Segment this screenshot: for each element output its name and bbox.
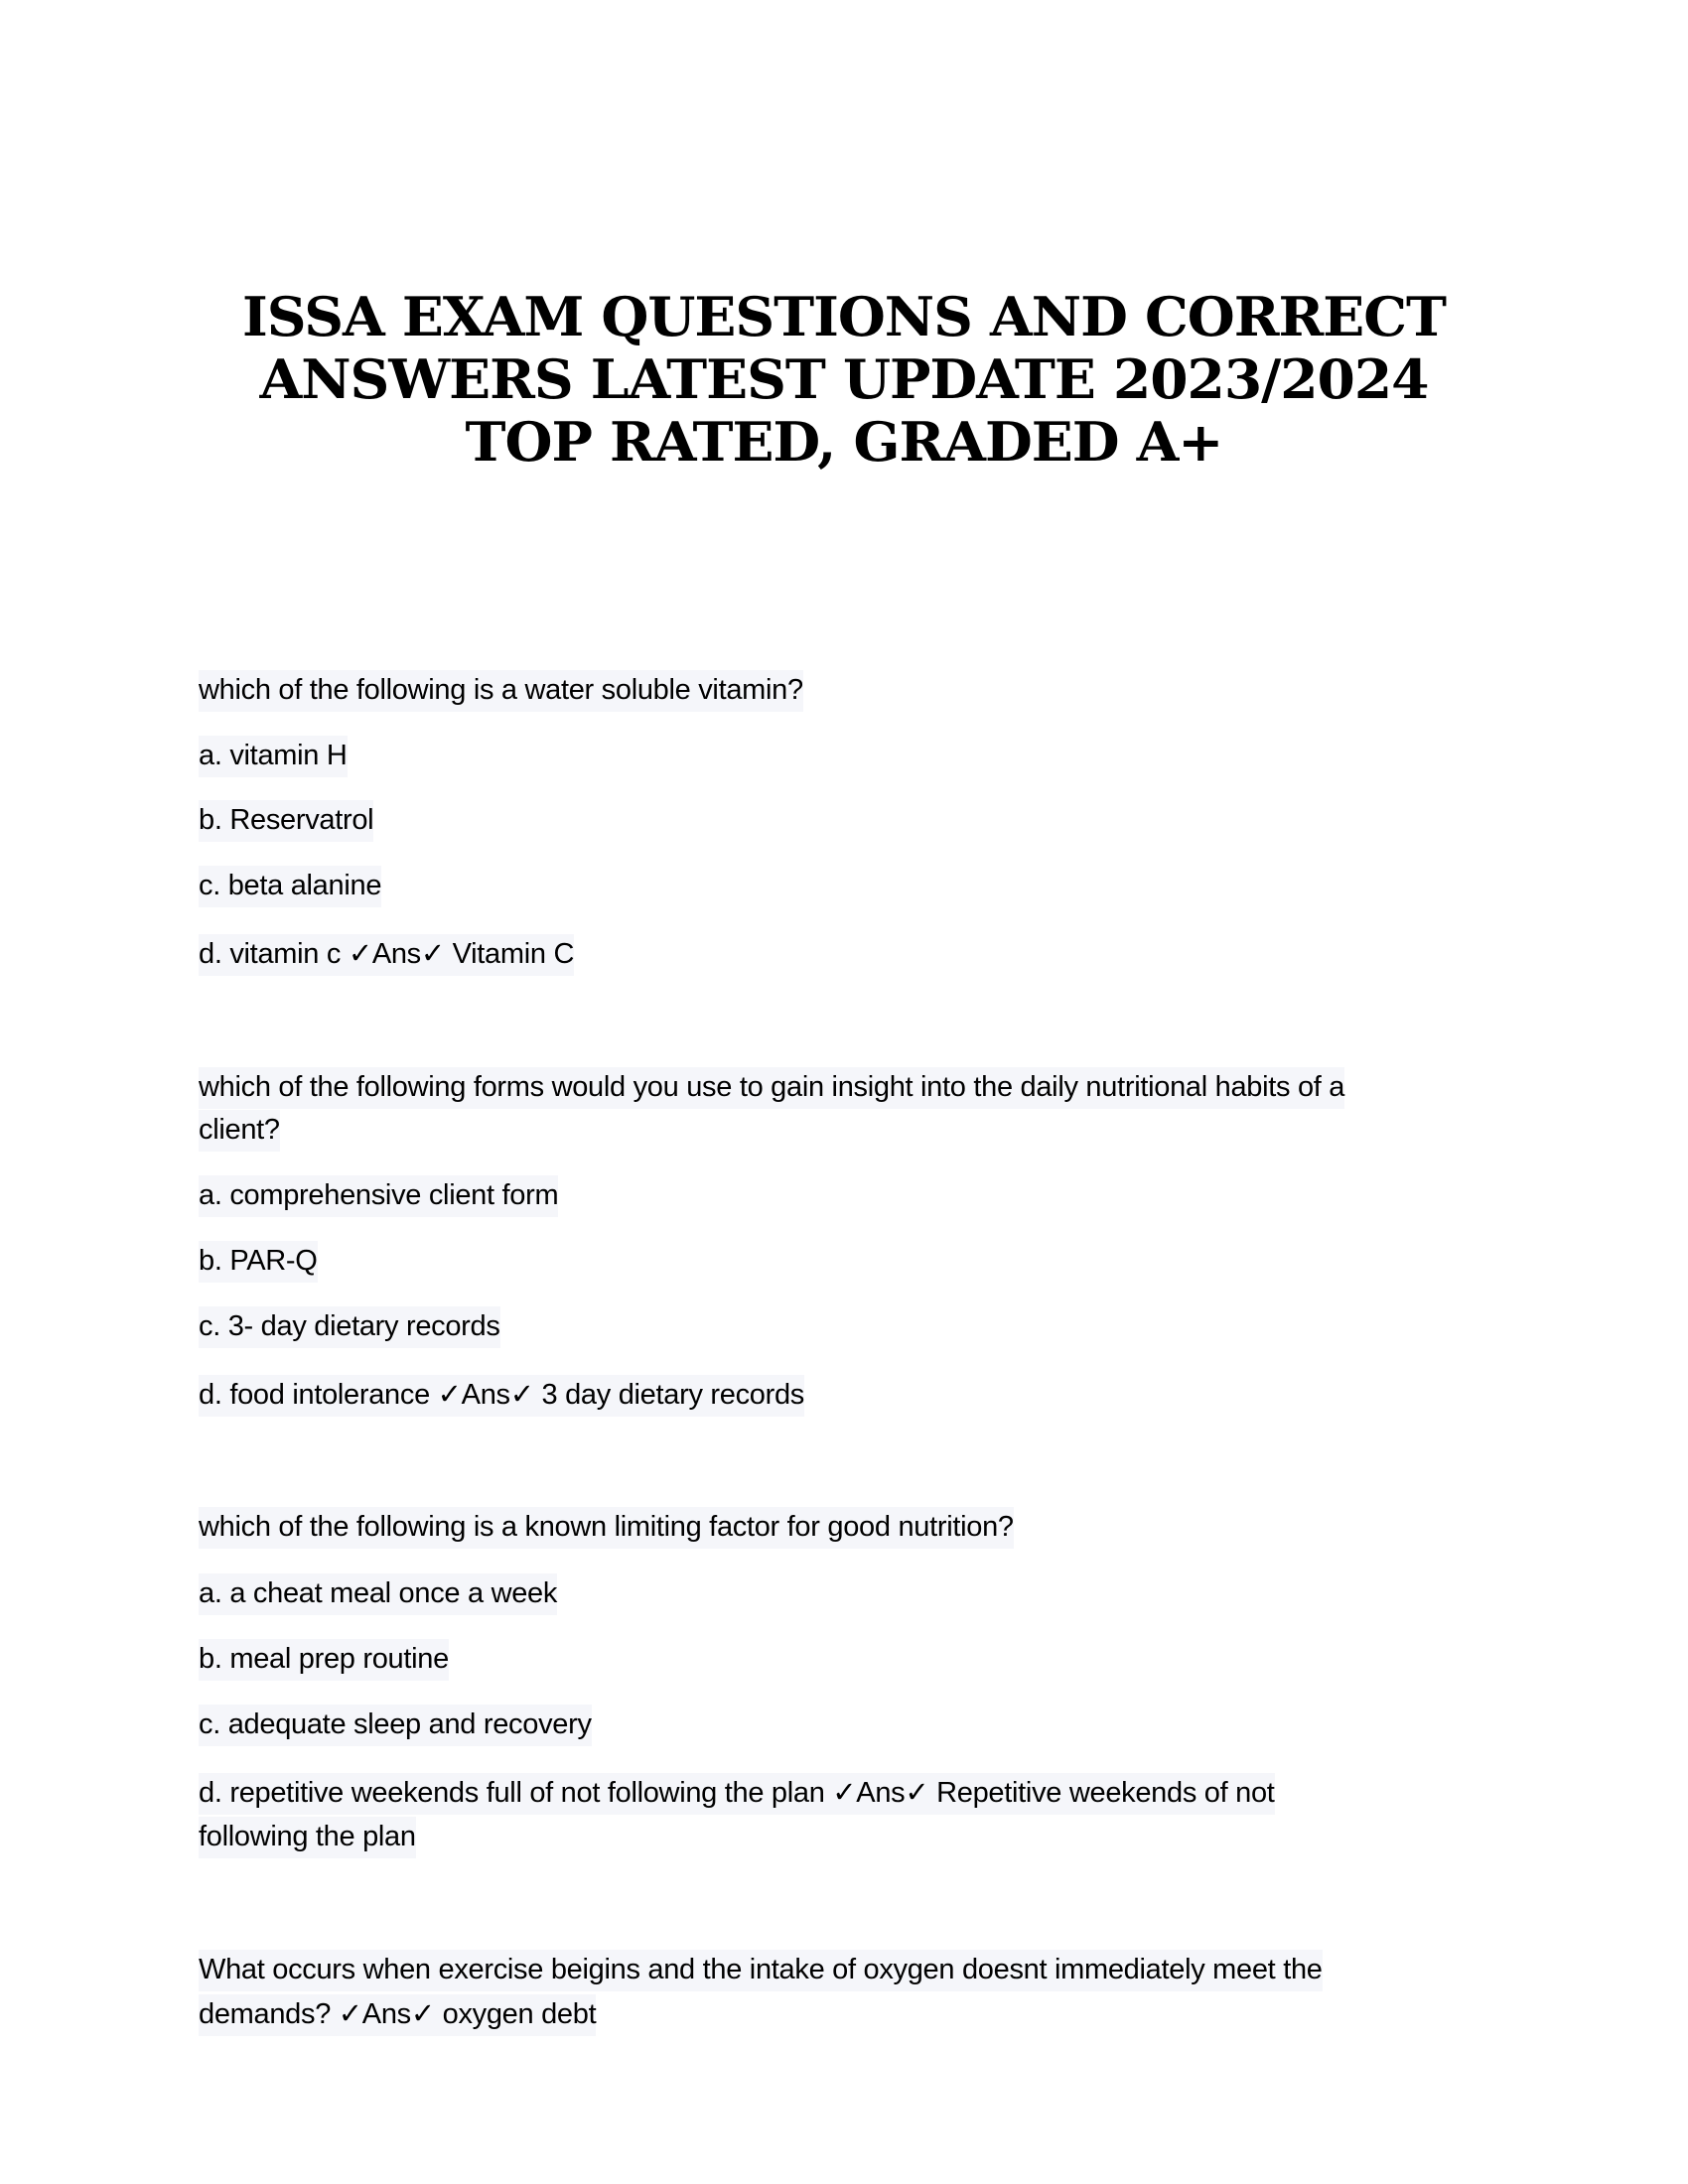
question-1-text bbox=[199, 668, 1479, 712]
question-3-option-d-answer-cont: following the plan bbox=[199, 1815, 1479, 1858]
question-3-text bbox=[199, 1505, 1479, 1549]
question-4-text bbox=[199, 1948, 1479, 1991]
question-3-option-a: a. a cheat meal once a week bbox=[199, 1571, 1479, 1615]
question-3-option-c: c. adequate sleep and recovery bbox=[199, 1703, 1479, 1746]
question-1-option-a: a. vitamin H bbox=[199, 734, 1479, 777]
question-2-option-b: b. PAR-Q bbox=[199, 1239, 1479, 1283]
document-title bbox=[0, 286, 1688, 474]
question-3-option-d-answer: d. repetitive weekends full of not following the plan ✓Ans✓ Repetitive weekends of not bbox=[199, 1771, 1479, 1815]
question-1-option-d-answer: d. vitamin c ✓Ans✓ Vitamin C bbox=[199, 932, 1479, 976]
question-4-line-2: demands? ✓Ans✓ oxygen debt bbox=[199, 1994, 596, 2036]
question-2-option-c: c. 3- day dietary records bbox=[199, 1304, 1479, 1348]
question-2-text-cont bbox=[199, 1108, 1479, 1152]
question-2-option-d-answer: d. food intolerance ✓Ans✓ 3 day dietary records bbox=[199, 1373, 1479, 1417]
question-4-line-1: What occurs when exercise beigins and the intake of oxygen doesnt immediately meet the bbox=[199, 1950, 1323, 1991]
title-line-1: ISSA EXAM QUESTIONS AND CORRECT bbox=[241, 285, 1447, 348]
title-line-2: ANSWERS LATEST UPDATE 2023/2024 bbox=[259, 347, 1429, 411]
question-3: which of the following is a known limiting factor for good nutrition? bbox=[199, 1507, 1014, 1549]
question-2-option-a: a. comprehensive client form bbox=[199, 1173, 1479, 1217]
question-1-option-b: b. Reservatrol bbox=[199, 798, 1479, 842]
question-4-answer bbox=[199, 1992, 1479, 2036]
question-3-option-b: b. meal prep routine bbox=[199, 1637, 1479, 1681]
question-1-option-c: c. beta alanine bbox=[199, 864, 1479, 907]
question-1: which of the following is a water soluble vitamin? bbox=[199, 670, 803, 712]
question-2-text bbox=[199, 1065, 1479, 1109]
question-2-line-2: client? bbox=[199, 1110, 280, 1152]
question-2-line-1: which of the following forms would you use to gain insight into the daily nutritional habits of a bbox=[199, 1067, 1344, 1109]
title-line-3: TOP RATED, GRADED A+ bbox=[465, 410, 1223, 474]
